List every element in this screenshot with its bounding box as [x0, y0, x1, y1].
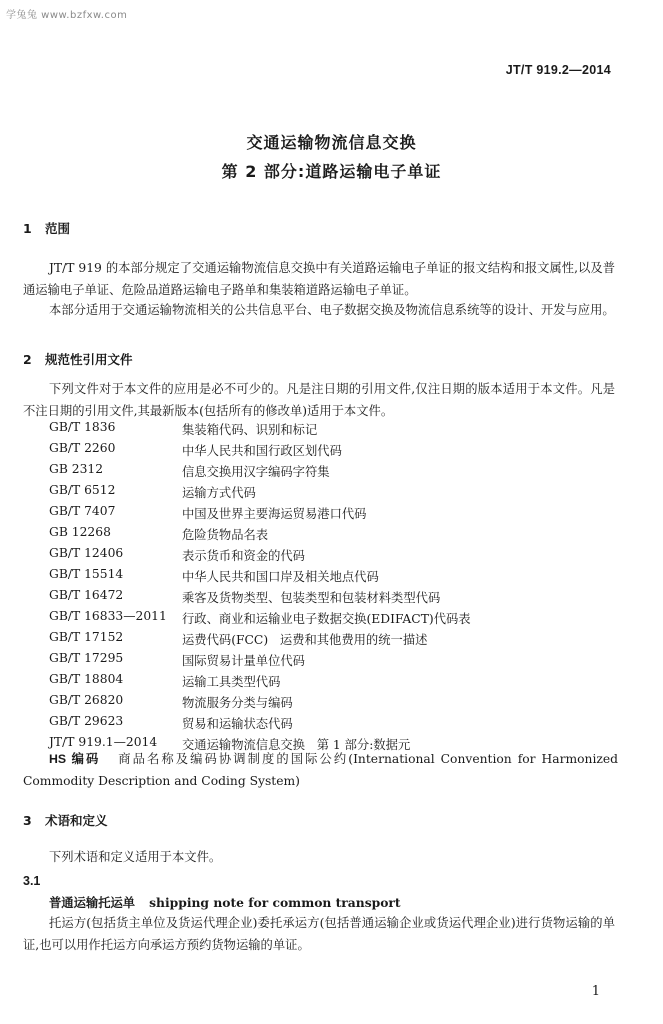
title-main: 交通运输物流信息交换	[246, 133, 417, 152]
term-name	[49, 893, 401, 911]
reference-row	[49, 462, 619, 483]
reference-row	[49, 546, 619, 567]
reference-title: 交通运输物流信息交换 第 1 部分:数据元	[182, 738, 411, 752]
watermark: 学兔兔 www.bzfxw.com	[6, 10, 128, 21]
reference-code: GB/T 15514	[49, 567, 124, 581]
section-3-title: 术语和定义	[45, 813, 108, 828]
reference-title: 贸易和运输状态代码	[182, 717, 293, 731]
title-sub: 第 2 部分:道路运输电子单证	[221, 162, 442, 181]
reference-title: 中国及世界主要海运贸易港口代码	[182, 507, 367, 521]
section-1-paragraph-2: 本部分适用于交通运输物流相关的公共信息平台、电子数据交换及物流信息系统等的设计、开发与应用。	[49, 303, 615, 317]
reference-title: 运费代码(FCC) 运费和其他费用的统一描述	[182, 633, 428, 647]
reference-code: GB/T 17152	[49, 630, 124, 644]
hs-code-reference	[23, 748, 618, 792]
hs-code-label: HS 编码	[49, 752, 101, 766]
reference-title: 中华人民共和国行政区划代码	[182, 444, 342, 458]
reference-title: 运输方式代码	[182, 486, 256, 500]
reference-row	[49, 714, 619, 735]
reference-code: JT/T 919.1—2014	[49, 735, 158, 749]
reference-code: GB/T 17295	[49, 651, 124, 665]
reference-title: 运输工具类型代码	[182, 675, 281, 689]
section-2-heading	[23, 350, 133, 368]
reference-title: 乘客及货物类型、包装类型和包装材料类型代码	[182, 591, 441, 605]
section-3-intro: 下列术语和定义适用于本文件。	[49, 850, 222, 864]
reference-code: GB/T 2260	[49, 441, 116, 455]
reference-code: GB/T 7407	[49, 504, 116, 518]
term-name-chinese: 普通运输托运单	[49, 896, 136, 910]
reference-code: GB/T 6512	[49, 483, 116, 497]
section-1-title: 范围	[45, 221, 71, 236]
reference-code: GB/T 16472	[49, 588, 124, 602]
document-code: JT/T 919.2—2014	[505, 63, 611, 77]
reference-code: GB/T 26820	[49, 693, 124, 707]
section-2-number: 2	[23, 352, 32, 367]
reference-code: GB 12268	[49, 525, 111, 539]
reference-row	[49, 630, 619, 651]
reference-row	[49, 693, 619, 714]
reference-row	[49, 588, 619, 609]
section-3-number: 3	[23, 813, 32, 828]
term-definition: 托运方(包括货主单位及货运代理企业)委托承运方(包括普通运输企业或货运代理企业)进行货物运输的单证,也可以用作托运方向承运方预约货物运输的单证。	[23, 916, 615, 952]
reference-title: 集装箱代码、识别和标记	[182, 423, 318, 437]
reference-code: GB/T 29623	[49, 714, 124, 728]
reference-row	[49, 525, 619, 546]
hs-code-description: 商品名称及编码协调制度的国际公约(International Convention for Harmonized Commodity Description and Coding System)	[23, 752, 619, 788]
section-2-title: 规范性引用文件	[45, 352, 133, 367]
reference-row	[49, 651, 619, 672]
section-1-heading	[23, 219, 70, 237]
section-3-heading	[23, 811, 108, 829]
section-1-paragraph-1: JT/T 919 的本部分规定了交通运输物流信息交换中有关道路运输电子单证的报文结构和报文属性,以及普通运输电子单证、危险品道路运输电子路单和集装箱道路运输电子单证。	[23, 261, 615, 297]
reference-code: GB 2312	[49, 462, 104, 476]
section-1-number: 1	[23, 221, 32, 236]
reference-code: GB/T 12406	[49, 546, 124, 560]
reference-row	[49, 504, 619, 525]
reference-title: 信息交换用汉字编码字符集	[182, 465, 330, 479]
reference-row	[49, 672, 619, 693]
reference-title: 表示货币和资金的代码	[182, 549, 305, 563]
term-number: 3.1	[23, 874, 41, 888]
reference-row	[49, 567, 619, 588]
section-2-intro: 下列文件对于本文件的应用是必不可少的。凡是注日期的引用文件,仅注日期的版本适用于本文件。凡是不注日期的引用文件,其最新版本(包括所有的修改单)适用于本文件。	[23, 382, 615, 418]
normative-references-list	[49, 420, 619, 756]
reference-row	[49, 609, 619, 630]
reference-row	[49, 420, 619, 441]
reference-row	[49, 483, 619, 504]
reference-title: 国际贸易计量单位代码	[182, 654, 305, 668]
term-name-english: shipping note for common transport	[149, 895, 401, 910]
reference-title: 中华人民共和国口岸及相关地点代码	[182, 570, 379, 584]
reference-code: GB/T 1836	[49, 420, 116, 434]
reference-code: GB/T 18804	[49, 672, 124, 686]
reference-title: 物流服务分类与编码	[182, 696, 293, 710]
reference-title: 危险货物品名表	[182, 528, 269, 542]
page-number: 1	[591, 984, 600, 999]
reference-code: GB/T 16833—2011	[49, 609, 167, 623]
reference-row	[49, 441, 619, 462]
reference-title: 行政、商业和运输业电子数据交换(EDIFACT)代码表	[182, 612, 471, 626]
